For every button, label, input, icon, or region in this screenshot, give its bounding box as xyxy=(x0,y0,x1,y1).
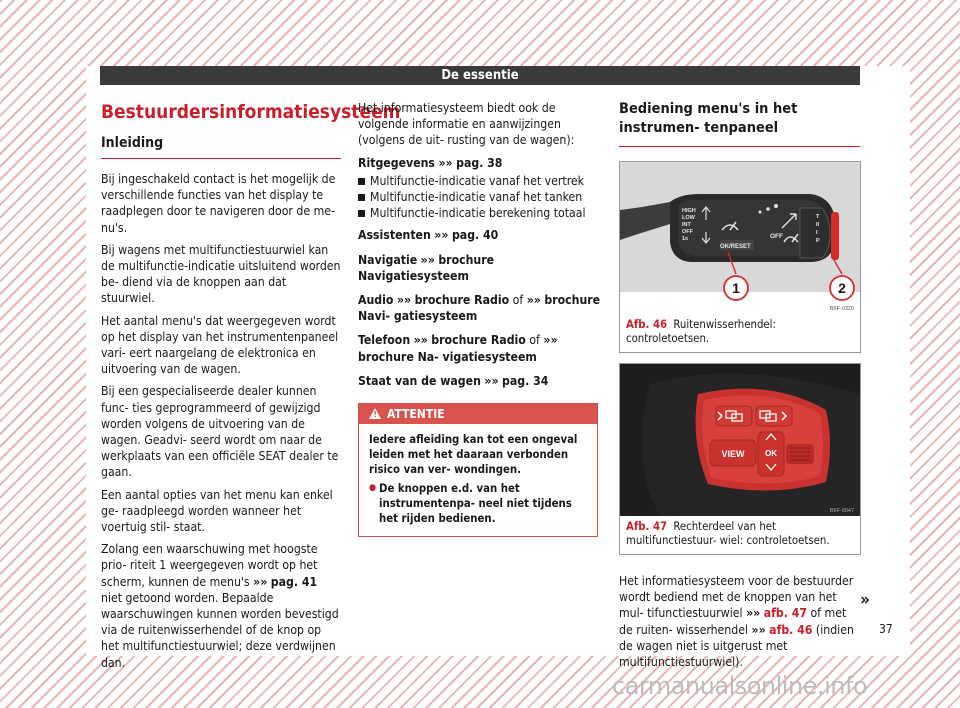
figure-reference-link[interactable]: afb. 46 xyxy=(769,622,813,637)
paragraph: Bij ingeschakeld contact is het mogelijk de verschillende functies van het display te raadplegen door te navigeren door de me- nu's. xyxy=(101,172,336,235)
section-title: Bediening menu's in het instrumen- tenpaneel xyxy=(619,101,798,136)
paragraph: Het informatiesysteem biedt ook de volgende informatie en aanwijzingen (volgens de uit- rusting van de wagen): xyxy=(358,101,575,148)
warning-text: Iedere afleiding kan tot een ongeval leiden met het daaraan verbonden risico van ver- wondingen. xyxy=(369,433,578,477)
reference-arrow: »» xyxy=(438,155,453,170)
brochure-reference-link[interactable]: brochure Radio xyxy=(431,333,526,348)
continue-mark: » xyxy=(860,590,870,610)
section-subtitle: Inleiding xyxy=(101,135,164,151)
reference-arrow: »» xyxy=(751,622,766,637)
topic-label: Audio xyxy=(358,293,394,308)
caption-text: Ruitenwisserhendel: controletoetsen. xyxy=(626,318,776,345)
figure-reference-link[interactable]: afb. 47 xyxy=(763,606,807,621)
warning-header xyxy=(359,404,597,424)
reference-arrow: »» xyxy=(253,574,268,589)
figure-caption xyxy=(620,314,860,352)
section-title: Bestuurdersinformatiesysteem xyxy=(101,101,401,123)
rear-wiper-position-label: I xyxy=(816,230,818,236)
reference-arrow: »» xyxy=(434,228,449,243)
view-button-label: VIEW xyxy=(721,449,745,459)
bullet-list xyxy=(358,173,602,222)
list-item: Multifunctie-indicatie berekening totaal xyxy=(358,205,602,221)
figure-47 xyxy=(619,363,861,555)
reference-arrow: »» xyxy=(420,252,435,267)
warning-heading: ATTENTIE xyxy=(387,407,445,422)
text-run: Zolang een waarschuwing met hoogste prio- riteit 1 weergegeven wordt op het scherm, kunnen de menu's xyxy=(101,542,318,589)
text-run: of met de ruiten- wisserhendel xyxy=(619,606,847,637)
topic-audio xyxy=(358,292,602,324)
ok-reset-label: OK/RESET xyxy=(720,244,751,250)
page-reference-link[interactable]: pag. 38 xyxy=(456,155,503,170)
callout-2: 2 xyxy=(838,280,846,296)
callout-1: 1 xyxy=(732,280,740,296)
reference-arrow: »» xyxy=(413,333,428,348)
page-number: 37 xyxy=(879,622,893,636)
warning-exclamation: ! xyxy=(373,410,377,420)
title-rule xyxy=(101,158,341,159)
paragraph: Een aantal opties van het menu kan enkel ge- raadpleegd worden wanneer het voertuig stil- staat. xyxy=(101,487,333,535)
reference-arrow: »» xyxy=(396,293,412,308)
stalk-position-label: INT xyxy=(682,222,691,228)
running-header: De essentie xyxy=(100,66,860,85)
text-run: Het informatiesysteem voor de bestuurder wordt bediend met de knoppen van het mul- tifunctiestuurwiel xyxy=(619,574,854,621)
topic-label: Staat van de wagen xyxy=(358,373,481,388)
figure-46-image xyxy=(620,162,860,314)
brochure-reference-link[interactable]: brochure Na- vigatiesysteem xyxy=(358,349,537,364)
rear-off-label: OFF xyxy=(770,233,783,240)
figure-label: Afb. 47 xyxy=(626,520,668,533)
image-code: B5F-0320 xyxy=(829,306,854,312)
stalk-position-label: HIGH xyxy=(682,208,696,214)
topic-staat xyxy=(358,373,602,389)
topic-navigatie xyxy=(358,252,602,284)
figure-caption xyxy=(620,516,860,554)
topic-label: Assistenten xyxy=(358,228,431,243)
page-reference-link[interactable]: pag. 34 xyxy=(502,373,549,388)
steering-wheel-buttons-illustration xyxy=(620,364,860,516)
caption-text: Rechterdeel van het multifunctiestuur- wiel: controletoetsen. xyxy=(626,520,830,547)
paragraph xyxy=(101,541,341,671)
list-item: Multifunctie-indicatie vanaf het vertrek xyxy=(358,173,602,189)
topic-label: Telefoon xyxy=(358,333,411,348)
rear-wiper-position-label: II xyxy=(816,222,820,228)
paragraph: Bij wagens met multifunctiestuurwiel kan de multifunctie-indicatie uitsluitend worden be- diend via de knoppen aan dat stuurwiel. xyxy=(101,242,341,306)
paragraph: Het aantal menu's dat weergegeven wordt op het display van het instrumentenpaneel vari- eert naargelang de elektronica en uitvoering van de wagen. xyxy=(101,313,339,377)
page-reference-link[interactable]: pag. 40 xyxy=(451,228,499,243)
text-run: niet getoond worden. Bepaalde waarschuwingen kunnen worden bevestigd via de ruitenwisserhendel of de knop op het multifunctiestuurwiel; deze verdwijnen dan. xyxy=(101,590,339,670)
reference-arrow: »» xyxy=(746,606,761,621)
page-reference-link[interactable]: pag. 41 xyxy=(270,574,318,589)
stalk-position-label: OFF xyxy=(682,229,693,235)
text-run: of xyxy=(529,333,540,348)
stalk-position-label: 1x xyxy=(682,236,689,242)
warning-box xyxy=(358,403,598,537)
title-rule xyxy=(619,146,860,147)
brochure-reference-link[interactable]: brochure Navigatiesysteem xyxy=(358,252,495,283)
wiper-stalk-illustration xyxy=(620,162,860,314)
warning-bullet: ● De knoppen e.d. van het instrumentenpa- neel niet tijdens het rijden bedienen. xyxy=(369,481,589,526)
column-middle xyxy=(358,100,602,537)
brochure-reference-link[interactable]: brochure Radio xyxy=(414,293,510,308)
column-right xyxy=(619,100,860,676)
warning-body xyxy=(359,424,597,536)
topic-telefoon xyxy=(358,332,602,364)
paragraph xyxy=(619,573,860,670)
figure-47-image xyxy=(620,364,860,516)
topic-ritgegevens xyxy=(358,155,602,171)
topic-label: Ritgegevens xyxy=(358,155,435,170)
text-run: (indien de wagen niet is uitgerust met multifunctiestuurwiel). xyxy=(619,622,854,670)
topic-label: Navigatie xyxy=(358,252,418,267)
reference-arrow: »» xyxy=(484,373,499,388)
stalk-position-label: LOW xyxy=(682,215,695,221)
image-code: B6F-0047 xyxy=(829,508,854,514)
rear-wiper-position-label: T xyxy=(816,214,820,220)
watermark: carmanualsonline.info xyxy=(612,672,868,700)
figure-46 xyxy=(619,161,861,353)
list-item: Multifunctie-indicatie vanaf het tanken xyxy=(358,189,602,205)
topic-assistenten xyxy=(358,227,602,243)
reference-arrow: »» xyxy=(526,293,541,308)
ok-button-label: OK xyxy=(765,449,777,458)
brochure-reference-link[interactable]: brochure Navi- gatiesysteem xyxy=(358,293,601,324)
rear-wiper-position-label: P xyxy=(816,238,820,244)
text-run: of xyxy=(512,293,524,308)
paragraph: Bij een gespecialiseerde dealer kunnen func- ties geprogrammeerd of gewijzigd worden volgens de uitvoering van de wagen. Geadvi- seerd wordt om naar de werkplaats van een officiële SEAT dealer te gaan. xyxy=(101,384,339,480)
reference-arrow: »» xyxy=(543,333,558,348)
figure-label: Afb. 46 xyxy=(626,318,668,331)
